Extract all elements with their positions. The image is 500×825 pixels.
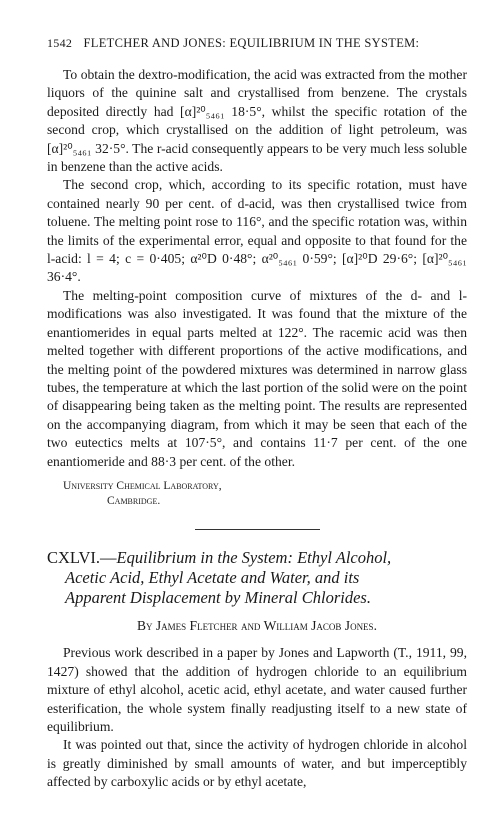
- paragraph-previous-work: Previous work described in a paper by Jones and Lapworth (T., 1911, 99, 1427) showed that the addition of hydrogen chloride to an equilibrium mixture of ethyl alcohol, acetic acid, ethyl acetate, and water caused further esterification, the whole system finally readjusting itself to a new state of equilibrium.: [47, 645, 467, 734]
- paragraph-second-crop: The second crop, which, according to its specific rotation, must have contained nearly 90 per cent. of d-acid, was then crystallised twice from toluene. The melting point rose to 116°, and the specific rotation was, within the limits of the experimental error, equal and opposite to that found for the l-acid: l = 4; c = 0·405; α²⁰D 0·48°; α²⁰₅₄₆₁ 0·59°; [α]²⁰D 29·6°; [α]²⁰₅₄₆₁ 36·4°.: [47, 177, 467, 285]
- address-line-2: Cambridge.: [107, 494, 161, 507]
- page-number: 1542: [47, 36, 73, 50]
- paragraph-pointed-out: It was pointed out that, since the activity of hydrogen chloride in alcohol is greatly diminished by small amounts of water, and but imperceptibly affected by carboxylic acids or by ethyl acetate,: [47, 737, 467, 790]
- article-title: [47, 548, 467, 608]
- paragraph-dextro: To obtain the dextro-modification, the acid was extracted from the mother liquors of the quinine salt and crystallised from benzene. The crystals deposited directly had [α]²⁰₅₄₆₁ 18·5°, whilst the specific rotation of the second crop, which crystallised on the addition of light petroleum, was [α]²⁰₅₄₆₁ 32·5°. The r-acid consequently appears to be very much less soluble in benzene than the active acids.: [47, 67, 467, 175]
- paragraph-melting-curve: The melting-point composition curve of mixtures of the d- and l-modifications was also investigated. It was found that the mixture of the enantiomerides in equal parts melted at 122°. The racemic acid was then melted together with different proportions of the active modifications, and the melting point of the powdered mixtures was determined in narrow glass tubes, the temperature at which the last portion of the solid were on the point of disappearing being taken as the melting point. The results are represented on the accompanying diagram, from which it may be seen that each of the two eutectics melts at 107·5°, and contains 11·7 per cent. of the one enantiomeride and 88·3 per cent. of the other.: [47, 287, 467, 469]
- article-authors: By James Fletcher and William Jacob Jones.: [137, 617, 377, 633]
- title-line-1: Equilibrium in the System: Ethyl Alcohol,: [116, 547, 392, 567]
- running-title: FLETCHER AND JONES: EQUILIBRIUM IN THE SYSTEM:: [83, 36, 420, 50]
- title-line-3: Apparent Displacement by Mineral Chlorides.: [65, 587, 371, 607]
- title-line-2: Acetic Acid, Ethyl Acetate and Water, and its: [65, 567, 360, 587]
- address-line-1: University Chemical Laboratory,: [63, 479, 222, 492]
- laboratory-address: [63, 479, 467, 509]
- running-header: [47, 36, 467, 51]
- section-divider: [195, 529, 320, 530]
- page-body: [47, 66, 467, 792]
- article-number: CXLVI.—: [47, 547, 117, 567]
